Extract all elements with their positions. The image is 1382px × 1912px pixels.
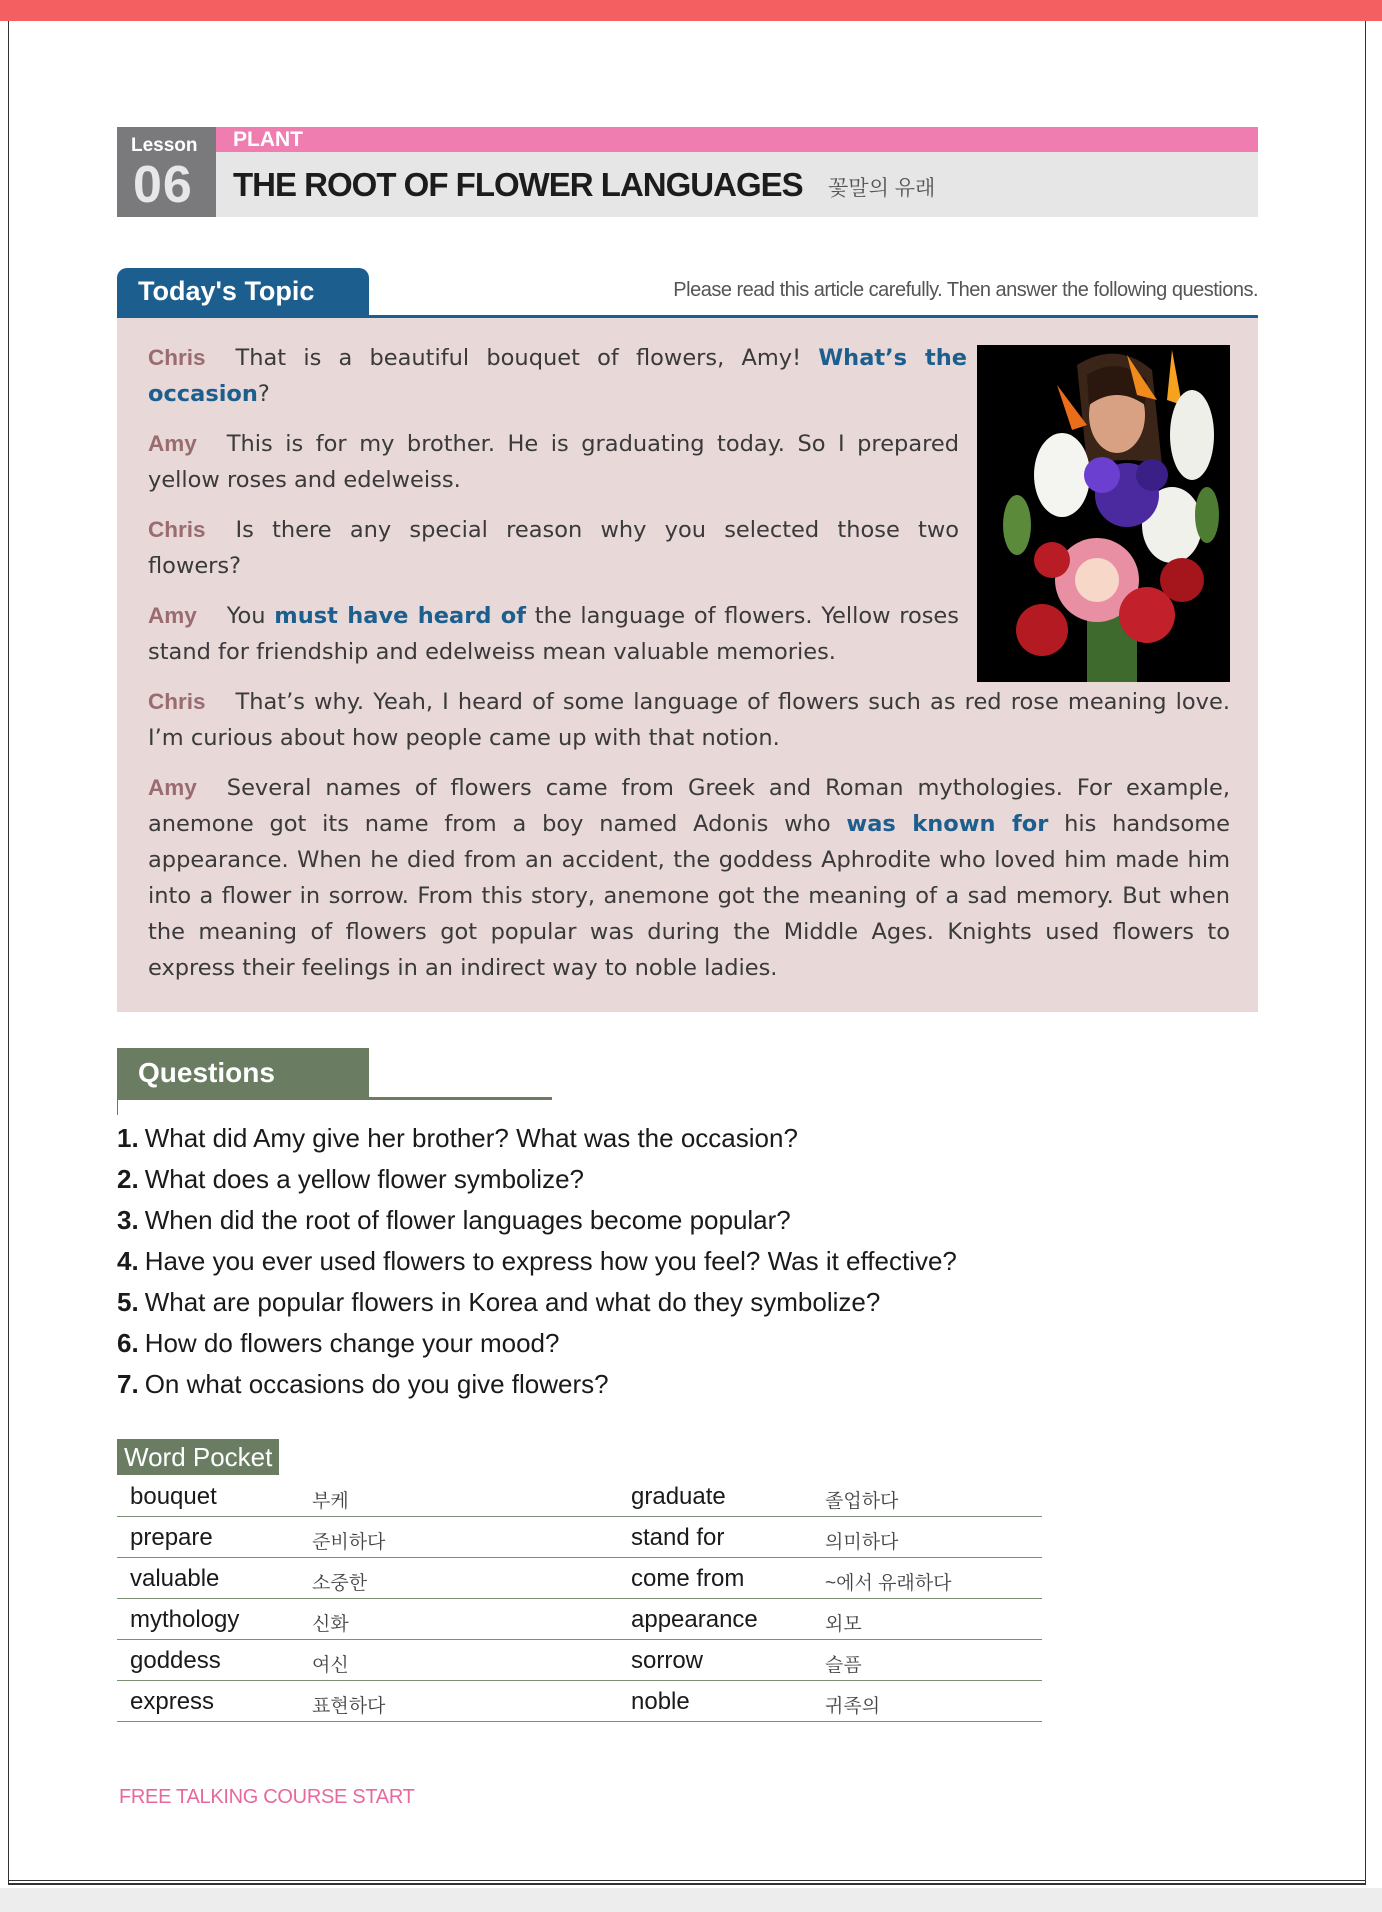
vocab-meaning: 슬픔 (825, 1655, 862, 1676)
question-number: 3. (117, 1205, 139, 1235)
questions-list (117, 1118, 957, 1405)
vocab-meaning: 준비하다 (312, 1532, 386, 1553)
dialog-box (117, 318, 1258, 1012)
dialog-text: You (226, 603, 275, 629)
word-pocket-label: Word Pocket (117, 1439, 279, 1475)
bottom-rule (8, 1880, 1366, 1885)
questions-rule (369, 1097, 552, 1100)
speaker-name: Chris (148, 517, 206, 542)
lesson-badge (117, 127, 216, 217)
footer-course-title: FREE TALKING COURSE START (119, 1786, 415, 1808)
dialog-text: ? (257, 381, 270, 407)
vocab-word: bouquet (130, 1483, 217, 1510)
question-item (117, 1241, 957, 1282)
word-row (117, 1558, 1042, 1599)
vocab-word: prepare (130, 1524, 213, 1551)
question-text: On what occasions do you give flowers? (144, 1369, 609, 1399)
vocab-word: graduate (631, 1483, 726, 1510)
vocab-word: sorrow (631, 1647, 704, 1674)
question-item (117, 1159, 957, 1200)
vocab-word: mythology (130, 1606, 240, 1633)
vocab-word: come from (631, 1565, 745, 1592)
dialog-line (148, 512, 959, 584)
word-row (117, 1517, 1042, 1558)
flower-bouquet-photo (977, 345, 1230, 682)
vocab-word: stand for (631, 1524, 725, 1551)
vocab-word: express (130, 1688, 215, 1715)
word-row (117, 1640, 1042, 1681)
key-expression: was known for (846, 811, 1049, 837)
page-title: THE ROOT OF FLOWER LANGUAGES (233, 166, 803, 203)
dialog-line (148, 340, 967, 412)
question-text: What are popular flowers in Korea and what do they symbolize? (144, 1287, 881, 1317)
question-number: 2. (117, 1164, 139, 1194)
dialog-line (148, 770, 1230, 986)
todays-topic-tab (117, 268, 369, 317)
vocab-word: goddess (130, 1647, 221, 1674)
question-number: 4. (117, 1246, 139, 1276)
question-item (117, 1200, 957, 1241)
bottom-strip (0, 1888, 1382, 1912)
speaker-name: Chris (148, 345, 206, 370)
todays-topic-label: Today's Topic (138, 276, 315, 306)
dialog-text: Is there any special reason why you selected those two flowers? (148, 517, 959, 579)
dialog-line (148, 684, 1230, 756)
question-number: 7. (117, 1369, 139, 1399)
vocab-meaning: 졸업하다 (825, 1491, 899, 1512)
vocab-meaning: 소중한 (312, 1573, 368, 1594)
word-row (117, 1476, 1042, 1517)
dialog-line (148, 426, 959, 498)
dialog-text: That is a beautiful bouquet of flowers, Amy! (235, 345, 819, 371)
vocab-meaning: 귀족의 (825, 1696, 881, 1717)
vocab-meaning: 신화 (312, 1614, 349, 1635)
vocab-meaning: ~에서 유래하다 (825, 1573, 952, 1594)
lesson-label: Lesson (131, 135, 198, 156)
vocab-word: valuable (130, 1565, 220, 1592)
vocab-meaning: 표현하다 (312, 1696, 386, 1717)
speaker-name: Amy (148, 775, 197, 800)
question-item (117, 1364, 957, 1405)
dialog-text: This is for my brother. He is graduating today. So I prepared yellow roses and edelweiss. (148, 431, 959, 493)
question-item (117, 1118, 957, 1159)
question-number: 6. (117, 1328, 139, 1358)
category-label: PLANT (233, 128, 303, 151)
category-bar (216, 127, 1258, 152)
vocab-meaning: 여신 (312, 1655, 349, 1676)
page-title-korean: 꽃말의 유래 (828, 177, 936, 200)
question-text: How do flowers change your mood? (144, 1328, 560, 1358)
speaker-name: Amy (148, 603, 197, 628)
speaker-name: Amy (148, 431, 197, 456)
question-item (117, 1323, 957, 1364)
questions-tab (117, 1048, 369, 1100)
dialog-text: the language of flowers. Yellow roses stand for friendship and edelweiss mean valuable memories. (148, 603, 960, 665)
question-text: When did the root of flower languages become popular? (144, 1205, 791, 1235)
speaker-name: Chris (148, 689, 206, 714)
vocab-word: noble (631, 1688, 690, 1715)
vocab-meaning: 외모 (825, 1614, 862, 1635)
dialog-text: his handsome appearance. When he died from an accident, the goddess Aphrodite who loved him made him into a flower in sorrow. From this story, anemone got the meaning of a sad memory. But when the meaning of flowers got popular was during the Middle Ages. Knights used flowers to express their feelings in an indirect way to noble ladies. (148, 811, 1230, 981)
question-text: What does a yellow flower symbolize? (144, 1164, 584, 1194)
vocab-meaning: 의미하다 (825, 1532, 899, 1553)
questions-rule-vertical (117, 1100, 118, 1115)
bouquet-illustration (977, 345, 1230, 682)
word-row (117, 1681, 1042, 1722)
word-row (117, 1599, 1042, 1640)
vocab-meaning: 부케 (312, 1491, 349, 1512)
top-bar (0, 0, 1382, 21)
questions-label: Questions (138, 1057, 275, 1088)
dialog-text: That’s why. Yeah, I heard of some language of flowers such as red rose meaning love. I’m curious about how people came up with that notion. (148, 689, 1230, 751)
instruction-text: Please read this article carefully. Then answer the following questions. (673, 279, 1258, 301)
question-text: What did Amy give her brother? What was the occasion? (144, 1123, 798, 1153)
vocab-word: appearance (631, 1606, 758, 1633)
key-expression: must have heard of (274, 603, 527, 629)
dialog-line (148, 598, 959, 670)
dialog-text: Several names of flowers came from Greek and Roman mythologies. For example, anemone got its name from a boy named Adonis who (148, 775, 1230, 837)
question-number: 1. (117, 1123, 139, 1153)
lesson-number: 06 (133, 156, 193, 214)
word-pocket-table (117, 1476, 1042, 1722)
question-number: 5. (117, 1287, 139, 1317)
key-expression: What’s the occasion (148, 345, 967, 407)
question-text: Have you ever used flowers to express how you feel? Was it effective? (144, 1246, 957, 1276)
title-bar (216, 152, 1258, 217)
question-item (117, 1282, 957, 1323)
